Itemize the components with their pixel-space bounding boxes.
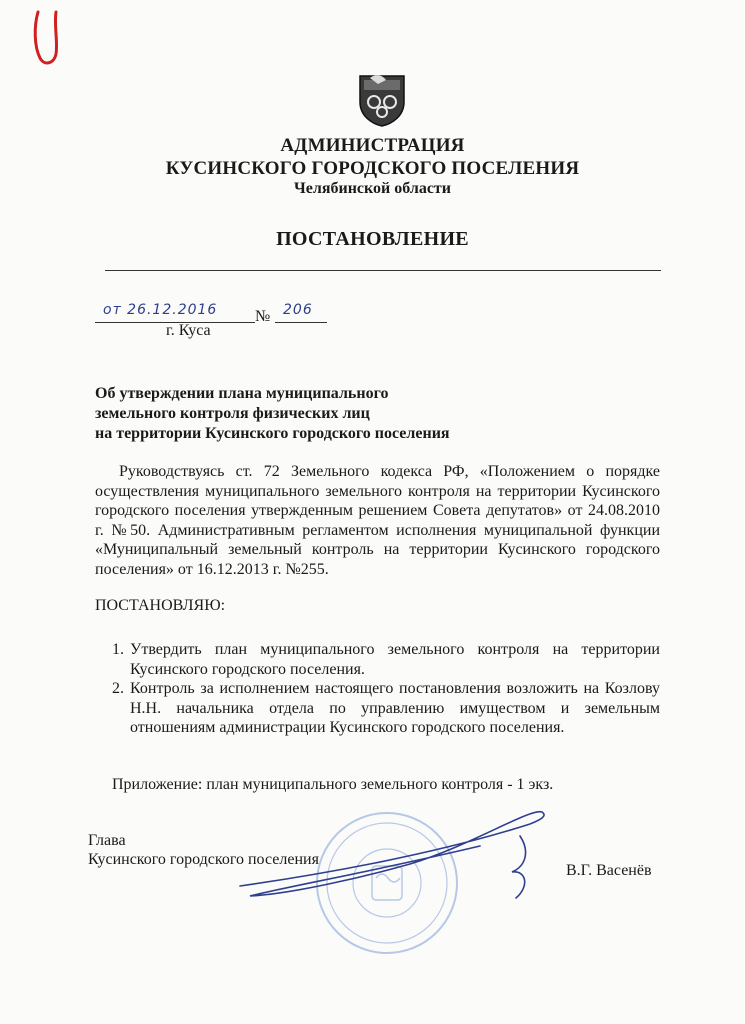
handwritten-date: от 26.12.2016 [103,302,218,318]
handwritten-number: 206 [283,302,313,318]
number-sign: № [255,308,271,325]
coat-of-arms-emblem-icon [356,72,408,128]
subject-line: Об утверждении плана муниципального [95,385,389,402]
document-subject [95,384,515,444]
decree-items-list [112,640,660,738]
list-item [112,640,660,679]
date-number-line [95,302,335,330]
org-name-line1: АДМИНИСТРАЦИЯ [280,135,465,156]
subject-line: на территории Кусинского городского поселения [95,425,450,442]
region-name: Челябинской области [294,180,451,197]
number-underline [275,322,327,323]
signatory-title-line1: Глава [88,832,126,849]
item-number: 2. [112,680,124,697]
header-divider [105,270,661,271]
item-number: 1. [112,641,124,658]
signatory-title-line2: Кусинского городского поселения [88,851,319,868]
list-item [112,679,660,738]
item-text: Утвердить план муниципального земельного контроля на территории Кусинского городского поселения. [130,641,660,678]
decree-word: ПОСТАНОВЛЯЮ: [95,597,226,614]
subject-line: земельного контроля физических лиц [95,405,370,422]
appendix-note: Приложение: план муниципального земельного контроля - 1 экз. [112,776,554,793]
document-type-title: ПОСТАНОВЛЕНИЕ [276,228,469,250]
red-corner-mark-icon [26,6,66,68]
city-label: г. Куса [166,322,211,339]
signatory-name: В.Г. Васенёв [566,862,652,879]
org-name-line2: КУСИНСКОГО ГОРОДСКОГО ПОСЕЛЕНИЯ [165,158,580,179]
item-text: Контроль за исполнением настоящего постановления возложить на Козлову Н.Н. начальника отдела по управлению имуществом и земельным отношениям администрации Кусинского городского поселения. [130,680,660,736]
body-paragraph: Руководствуясь ст. 72 Земельного кодекса РФ, «Положением о порядке осуществления муниципального земельного контроля на территории Кусинского городского поселения утвержденным решением Совета депутатов» от 24.08.2010 г. №50. Административным регламентом исполнения муниципальной функции «Муниципальный земельный контроль на территории Кусинского городского поселения» от 16.12.2013 г. №255. [95,463,660,578]
handwritten-signature-icon [230,806,560,906]
